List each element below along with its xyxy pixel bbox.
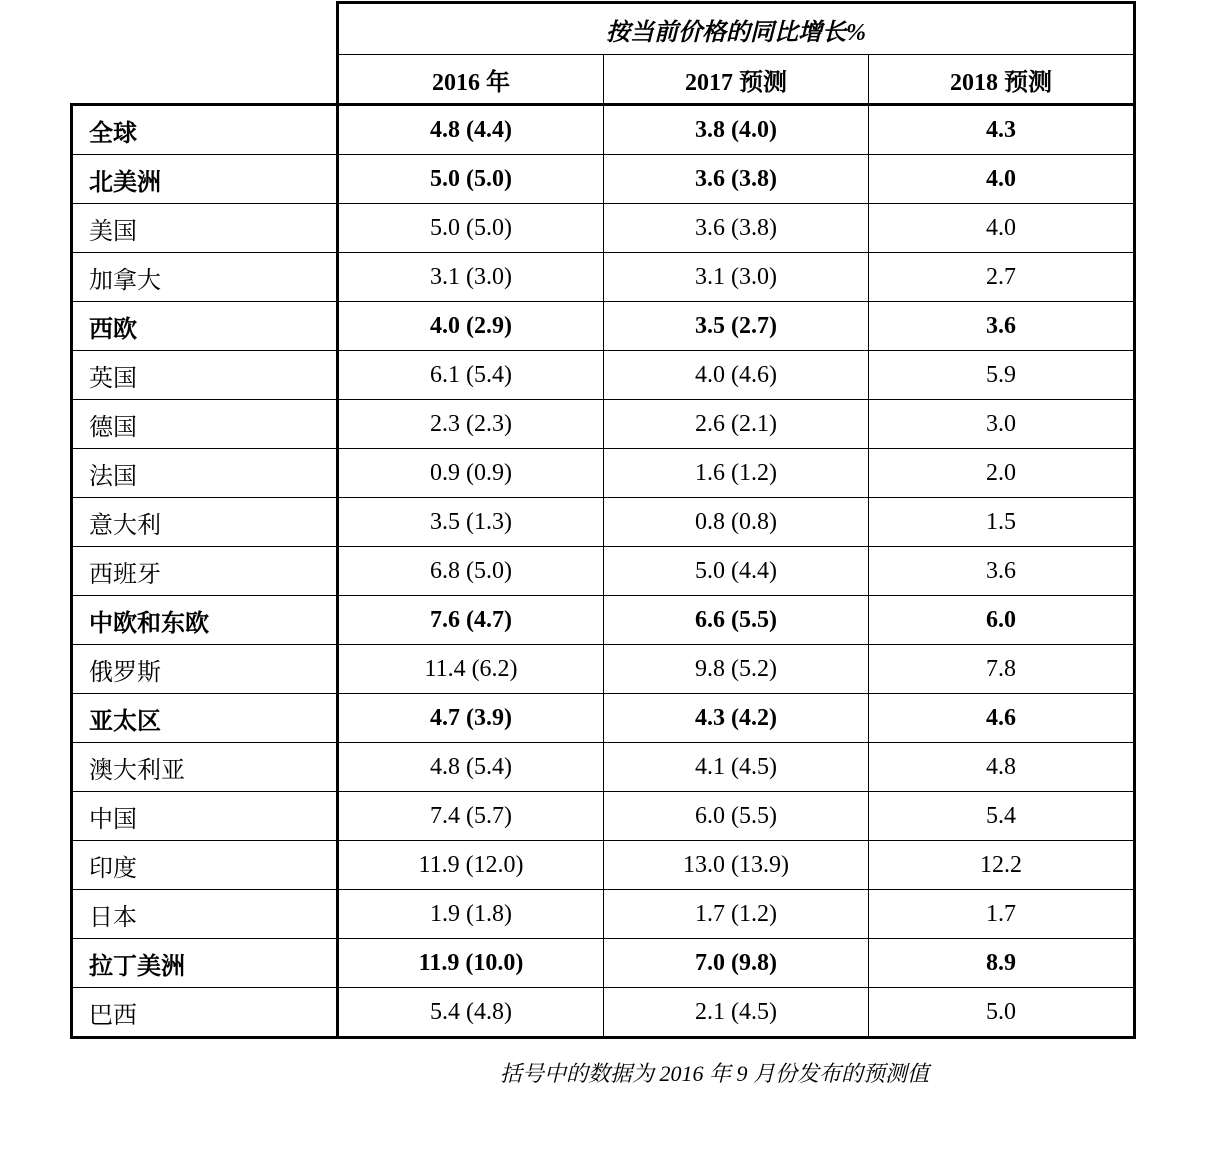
value-2018-cell: 1.7 — [869, 890, 1135, 939]
value-2016-cell: 1.9 (1.8) — [338, 890, 604, 939]
table-row — [72, 302, 1135, 351]
value-2017-cell: 5.0 (4.4) — [604, 547, 869, 596]
table-row — [72, 498, 1135, 547]
region-cell: 加拿大 — [72, 253, 338, 302]
value-2017-cell: 3.8 (4.0) — [604, 105, 869, 155]
table-row — [72, 155, 1135, 204]
value-2018-cell: 4.0 — [869, 204, 1135, 253]
value-2016-cell: 6.1 (5.4) — [338, 351, 604, 400]
value-2016-cell: 5.0 (5.0) — [338, 204, 604, 253]
region-cell: 英国 — [72, 351, 338, 400]
table-row — [72, 743, 1135, 792]
value-2018-cell: 6.0 — [869, 596, 1135, 645]
value-2017-cell: 7.0 (9.8) — [604, 939, 869, 988]
value-2018-cell: 5.9 — [869, 351, 1135, 400]
value-2018-cell: 2.0 — [869, 449, 1135, 498]
table-row — [72, 890, 1135, 939]
table-row — [72, 400, 1135, 449]
value-2017-cell: 0.8 (0.8) — [604, 498, 869, 547]
value-2016-cell: 5.0 (5.0) — [338, 155, 604, 204]
value-2017-cell: 2.6 (2.1) — [604, 400, 869, 449]
table-row — [72, 596, 1135, 645]
region-cell: 意大利 — [72, 498, 338, 547]
value-2016-cell: 11.9 (12.0) — [338, 841, 604, 890]
table-row — [72, 105, 1135, 155]
region-cell: 全球 — [72, 105, 338, 155]
header-title-row — [72, 3, 1135, 55]
region-cell: 拉丁美洲 — [72, 939, 338, 988]
table-title: 按当前价格的同比增长% — [338, 3, 1135, 55]
value-2017-cell: 1.6 (1.2) — [604, 449, 869, 498]
region-cell: 亚太区 — [72, 694, 338, 743]
value-2017-cell: 2.1 (4.5) — [604, 988, 869, 1038]
growth-table — [70, 1, 1136, 1039]
value-2017-cell: 3.6 (3.8) — [604, 204, 869, 253]
region-cell: 中欧和东欧 — [72, 596, 338, 645]
value-2017-cell: 6.0 (5.5) — [604, 792, 869, 841]
table-row — [72, 988, 1135, 1038]
value-2018-cell: 4.6 — [869, 694, 1135, 743]
table-row — [72, 694, 1135, 743]
header-blank-cell — [72, 3, 338, 105]
table-row — [72, 939, 1135, 988]
value-2016-cell: 4.0 (2.9) — [338, 302, 604, 351]
value-2018-cell: 3.6 — [869, 547, 1135, 596]
value-2017-cell: 3.1 (3.0) — [604, 253, 869, 302]
value-2016-cell: 3.5 (1.3) — [338, 498, 604, 547]
table-row — [72, 792, 1135, 841]
region-cell: 巴西 — [72, 988, 338, 1038]
value-2016-cell: 7.6 (4.7) — [338, 596, 604, 645]
value-2017-cell: 4.0 (4.6) — [604, 351, 869, 400]
table-row — [72, 841, 1135, 890]
table-row — [72, 204, 1135, 253]
value-2017-cell: 3.5 (2.7) — [604, 302, 869, 351]
value-2018-cell: 7.8 — [869, 645, 1135, 694]
table-row — [72, 449, 1135, 498]
value-2016-cell: 5.4 (4.8) — [338, 988, 604, 1038]
value-2018-cell: 3.6 — [869, 302, 1135, 351]
value-2018-cell: 8.9 — [869, 939, 1135, 988]
region-cell: 法国 — [72, 449, 338, 498]
region-cell: 德国 — [72, 400, 338, 449]
value-2016-cell: 4.8 (5.4) — [338, 743, 604, 792]
region-cell: 中国 — [72, 792, 338, 841]
value-2016-cell: 7.4 (5.7) — [338, 792, 604, 841]
value-2018-cell: 2.7 — [869, 253, 1135, 302]
region-cell: 澳大利亚 — [72, 743, 338, 792]
value-2016-cell: 0.9 (0.9) — [338, 449, 604, 498]
value-2018-cell: 3.0 — [869, 400, 1135, 449]
region-cell: 印度 — [72, 841, 338, 890]
value-2016-cell: 3.1 (3.0) — [338, 253, 604, 302]
value-2016-cell: 6.8 (5.0) — [338, 547, 604, 596]
column-header-2018: 2018 预测 — [869, 55, 1135, 105]
value-2016-cell: 11.9 (10.0) — [338, 939, 604, 988]
value-2018-cell: 4.3 — [869, 105, 1135, 155]
value-2017-cell: 13.0 (13.9) — [604, 841, 869, 890]
table-row — [72, 351, 1135, 400]
region-cell: 北美洲 — [72, 155, 338, 204]
value-2018-cell: 5.4 — [869, 792, 1135, 841]
table-body — [72, 105, 1135, 1038]
value-2016-cell: 11.4 (6.2) — [338, 645, 604, 694]
value-2017-cell: 3.6 (3.8) — [604, 155, 869, 204]
table-row — [72, 253, 1135, 302]
column-header-2017: 2017 预测 — [604, 55, 869, 105]
region-cell: 美国 — [72, 204, 338, 253]
value-2017-cell: 4.3 (4.2) — [604, 694, 869, 743]
table-row — [72, 547, 1135, 596]
value-2018-cell: 12.2 — [869, 841, 1135, 890]
value-2018-cell: 4.0 — [869, 155, 1135, 204]
region-cell: 西班牙 — [72, 547, 338, 596]
value-2016-cell: 4.8 (4.4) — [338, 105, 604, 155]
region-cell: 西欧 — [72, 302, 338, 351]
region-cell: 俄罗斯 — [72, 645, 338, 694]
value-2017-cell: 1.7 (1.2) — [604, 890, 869, 939]
value-2018-cell: 5.0 — [869, 988, 1135, 1038]
footnote: 括号中的数据为 2016 年 9 月份发布的预测值 — [500, 1061, 930, 1086]
value-2016-cell: 2.3 (2.3) — [338, 400, 604, 449]
value-2017-cell: 4.1 (4.5) — [604, 743, 869, 792]
value-2016-cell: 4.7 (3.9) — [338, 694, 604, 743]
value-2018-cell: 1.5 — [869, 498, 1135, 547]
table-row — [72, 645, 1135, 694]
region-cell: 日本 — [72, 890, 338, 939]
value-2017-cell: 6.6 (5.5) — [604, 596, 869, 645]
value-2018-cell: 4.8 — [869, 743, 1135, 792]
value-2017-cell: 9.8 (5.2) — [604, 645, 869, 694]
column-header-2016: 2016 年 — [338, 55, 604, 105]
